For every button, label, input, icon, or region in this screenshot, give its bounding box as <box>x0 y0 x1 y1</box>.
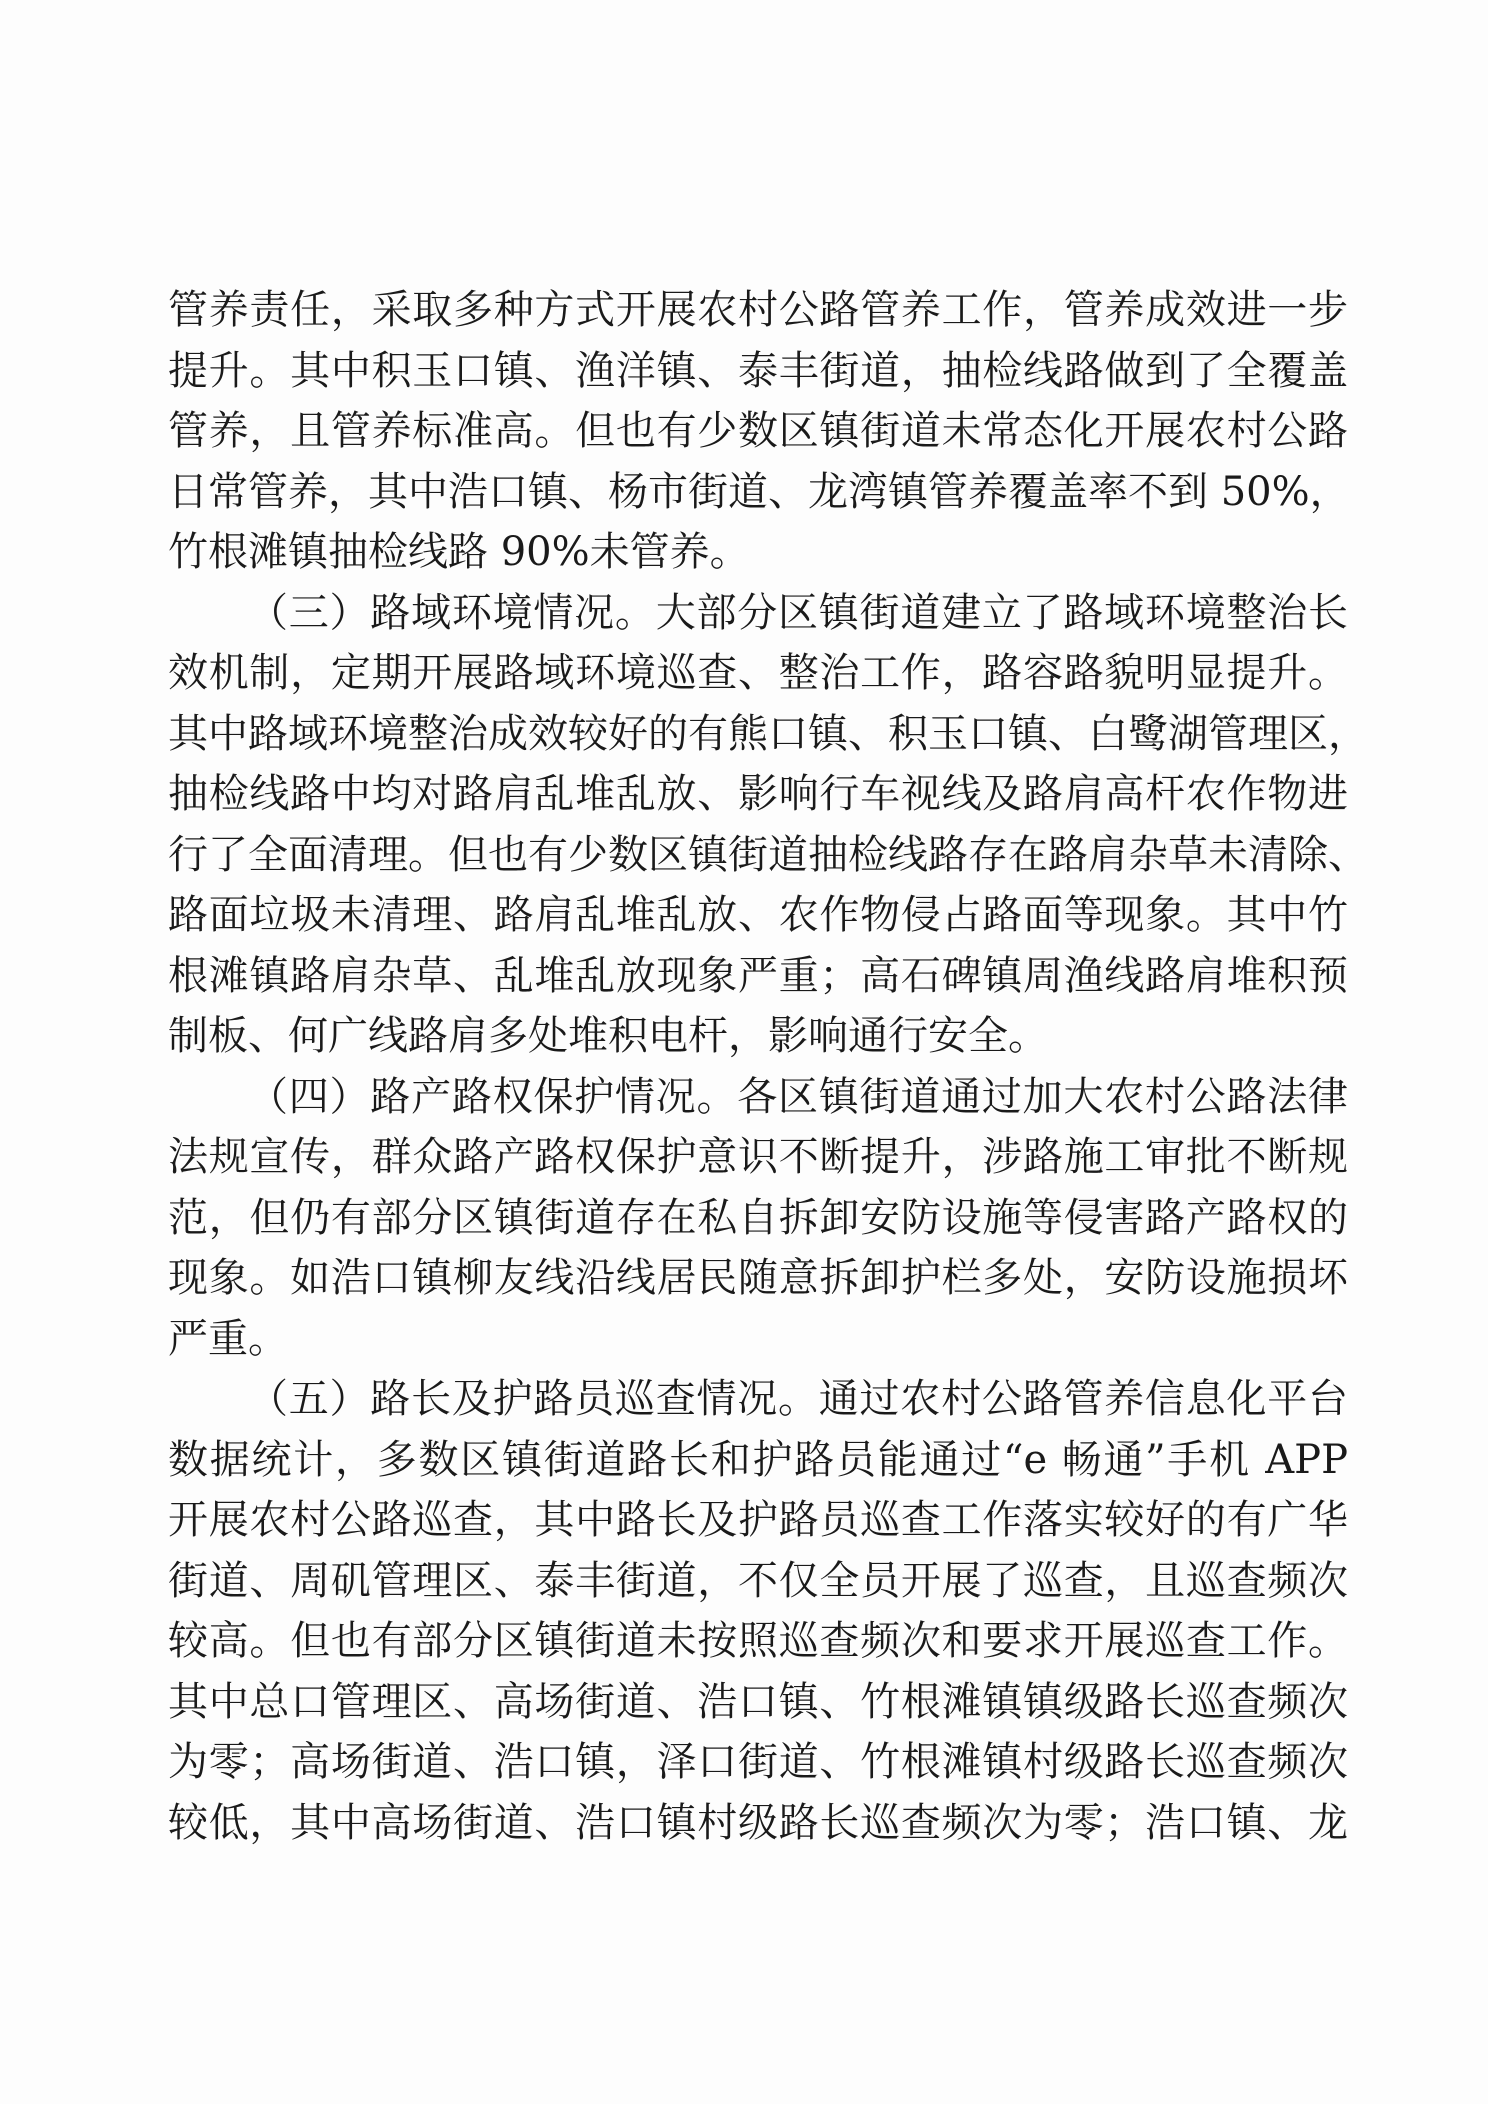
document-body <box>168 280 1368 1853</box>
text-line: 效机制，定期开展路域环境巡查、整治工作，路容路貌明显提升。 <box>168 650 1348 696</box>
text-line: 其中路域环境整治成效较好的有熊口镇、积玉口镇、白鹭湖管理区， <box>168 710 1368 757</box>
section-heading-line: （四）路产路权保护情况。各区镇街道通过加大农村公路法律 <box>248 1073 1348 1120</box>
text-line: 提升。其中积玉口镇、渔洋镇、泰丰街道，抽检线路做到了全覆盖 <box>168 347 1348 394</box>
text-line: 行了全面清理。但也有少数区镇街道抽检线路存在路肩杂草未清除、 <box>168 831 1368 878</box>
text-line: 范，但仍有部分区镇街道存在私自拆卸安防设施等侵害路产路权的 <box>168 1194 1348 1241</box>
text-line: 数据统计，多数区镇街道路长和护路员能通过“e 畅通”手机 APP <box>168 1436 1348 1483</box>
text-line: 较低，其中高场街道、浩口镇村级路长巡查频次为零；浩口镇、龙 <box>168 1799 1348 1846</box>
text-line: 根滩镇路肩杂草、乱堆乱放现象严重；高石碑镇周渔线路肩堆积预 <box>168 952 1348 999</box>
text-line: 其中总口管理区、高场街道、浩口镇、竹根滩镇镇级路长巡查频次 <box>168 1678 1348 1725</box>
text-line: 法规宣传，群众路产路权保护意识不断提升，涉路施工审批不断规 <box>168 1134 1348 1180</box>
text-line: 路面垃圾未清理、路肩乱堆乱放、农作物侵占路面等现象。其中竹 <box>168 892 1348 938</box>
text-line: 抽检线路中均对路肩乱堆乱放、影响行车视线及路肩高杆农作物进 <box>168 771 1348 817</box>
text-line: 开展农村公路巡查，其中路长及护路员巡查工作落实较好的有广华 <box>168 1497 1348 1543</box>
text-line: 为零；高场街道、浩口镇，泽口街道、竹根滩镇村级路长巡查频次 <box>168 1739 1348 1785</box>
text-line: 街道、周矶管理区、泰丰街道，不仅全员开展了巡查，且巡查频次 <box>168 1557 1348 1604</box>
text-line: 制板、何广线路肩多处堆积电杆，影响通行安全。 <box>168 1013 1048 1059</box>
text-line: 管养责任，采取多种方式开展农村公路管养工作，管养成效进一步 <box>168 287 1348 333</box>
text-line: 现象。如浩口镇柳友线沿线居民随意拆卸护栏多处，安防设施损坏 <box>168 1255 1348 1301</box>
text-line: 严重。 <box>168 1315 288 1362</box>
text-line: 日常管养，其中浩口镇、杨市街道、龙湾镇管养覆盖率不到 50%， <box>168 468 1350 515</box>
section-heading-line: （三）路域环境情况。大部分区镇街道建立了路域环境整治长 <box>248 589 1348 636</box>
text-line: 竹根滩镇抽检线路 90%未管养。 <box>168 529 750 575</box>
section-heading-line: （五）路长及护路员巡查情况。通过农村公路管养信息化平台 <box>248 1376 1348 1422</box>
text-line: 较高。但也有部分区镇街道未按照巡查频次和要求开展巡查工作。 <box>168 1618 1348 1664</box>
text-line: 管养，且管养标准高。但也有少数区镇街道未常态化开展农村公路 <box>168 408 1348 454</box>
